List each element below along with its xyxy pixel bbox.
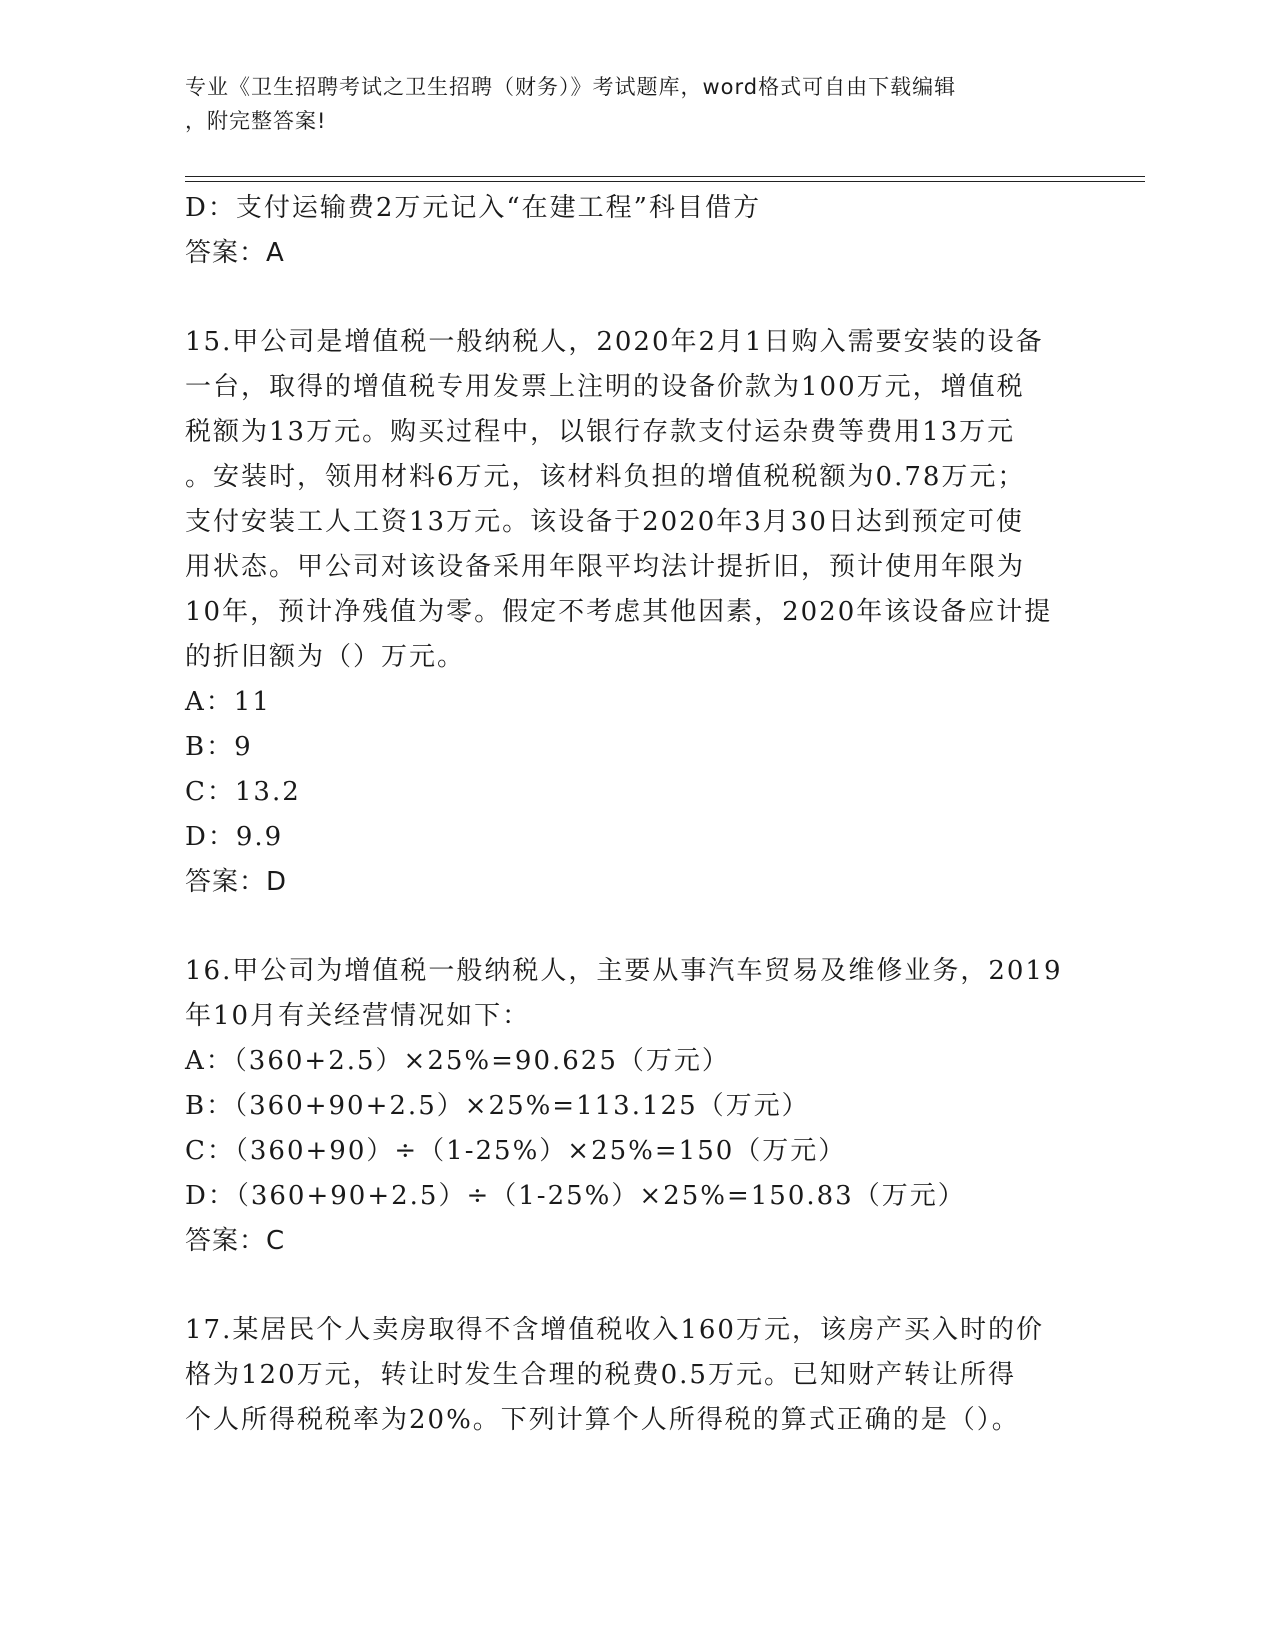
question-stem-line: 年10月有关经营情况如下： — [185, 1001, 531, 1031]
document-header — [185, 70, 1065, 138]
option-d: D：支付运输费2万元记入“在建工程”科目借方 — [185, 193, 761, 223]
question-stem-line: 格为120万元，转让时发生合理的税费0.5万元。已知财产转让所得 — [185, 1360, 1016, 1390]
header-divider-top — [185, 176, 1145, 177]
question-stem-line: 用状态。甲公司对该设备采用年限平均法计提折旧，预计使用年限为 — [185, 552, 1026, 582]
question-15 — [185, 320, 1075, 905]
question-stem-line: 的折旧额为（）万元。 — [185, 642, 466, 672]
question-stem-line: 10年，预计净残值为零。假定不考虑其他因素，2020年该设备应计提 — [185, 597, 1053, 627]
option-d: D：9.9 — [185, 822, 284, 852]
option-a: A：11 — [185, 687, 271, 717]
header-line-2: ，附完整答案! — [185, 109, 327, 133]
header-divider-bottom — [185, 181, 1145, 182]
option-a: A：（360+2.5）×25%=90.625（万元） — [185, 1046, 730, 1076]
option-b: B：9 — [185, 732, 253, 762]
question-16 — [185, 949, 1075, 1264]
answer-line: 答案：C — [185, 1226, 286, 1256]
question-stem-line: 。安装时，领用材料6万元，该材料负担的增值税税额为0.78万元； — [185, 462, 1026, 492]
option-b: B：（360+90+2.5）×25%=113.125（万元） — [185, 1091, 810, 1121]
answer-line: 答案：D — [185, 867, 288, 897]
option-c: C：13.2 — [185, 777, 301, 807]
question-stem-line: 16.甲公司为增值税一般纳税人，主要从事汽车贸易及维修业务，2019 — [185, 956, 1063, 986]
question-stem-line: 15.甲公司是增值税一般纳税人，2020年2月1日购入需要安装的设备 — [185, 327, 1044, 357]
question-stem-line: 支付安装工人工资13万元。该设备于2020年3月30日达到预定可使 — [185, 507, 1024, 537]
question-stem-line: 税额为13万元。购买过程中，以银行存款支付运杂费等费用13万元 — [185, 417, 1016, 447]
question-list — [185, 186, 1075, 1443]
option-d: D：（360+90+2.5）÷（1-25%）×25%=150.83（万元） — [185, 1181, 966, 1211]
question-stem-line: 个人所得税税率为20%。下列计算个人所得税的算式正确的是（）。 — [185, 1405, 1020, 1435]
answer-line: 答案：A — [185, 238, 285, 268]
question-17 — [185, 1308, 1075, 1443]
question-stem-line: 一台，取得的增值税专用发票上注明的设备价款为100万元，增值税 — [185, 372, 1025, 402]
option-c: C：（360+90）÷（1-25%）×25%=150（万元） — [185, 1136, 847, 1166]
header-line-1: 专业《卫生招聘考试之卫生招聘（财务）》考试题库，word格式可自由下载编辑 — [185, 75, 957, 99]
question-14-tail — [185, 186, 1075, 276]
question-stem-line: 17.某居民个人卖房取得不含增值税收入160万元，该房产买入时的价 — [185, 1315, 1044, 1345]
